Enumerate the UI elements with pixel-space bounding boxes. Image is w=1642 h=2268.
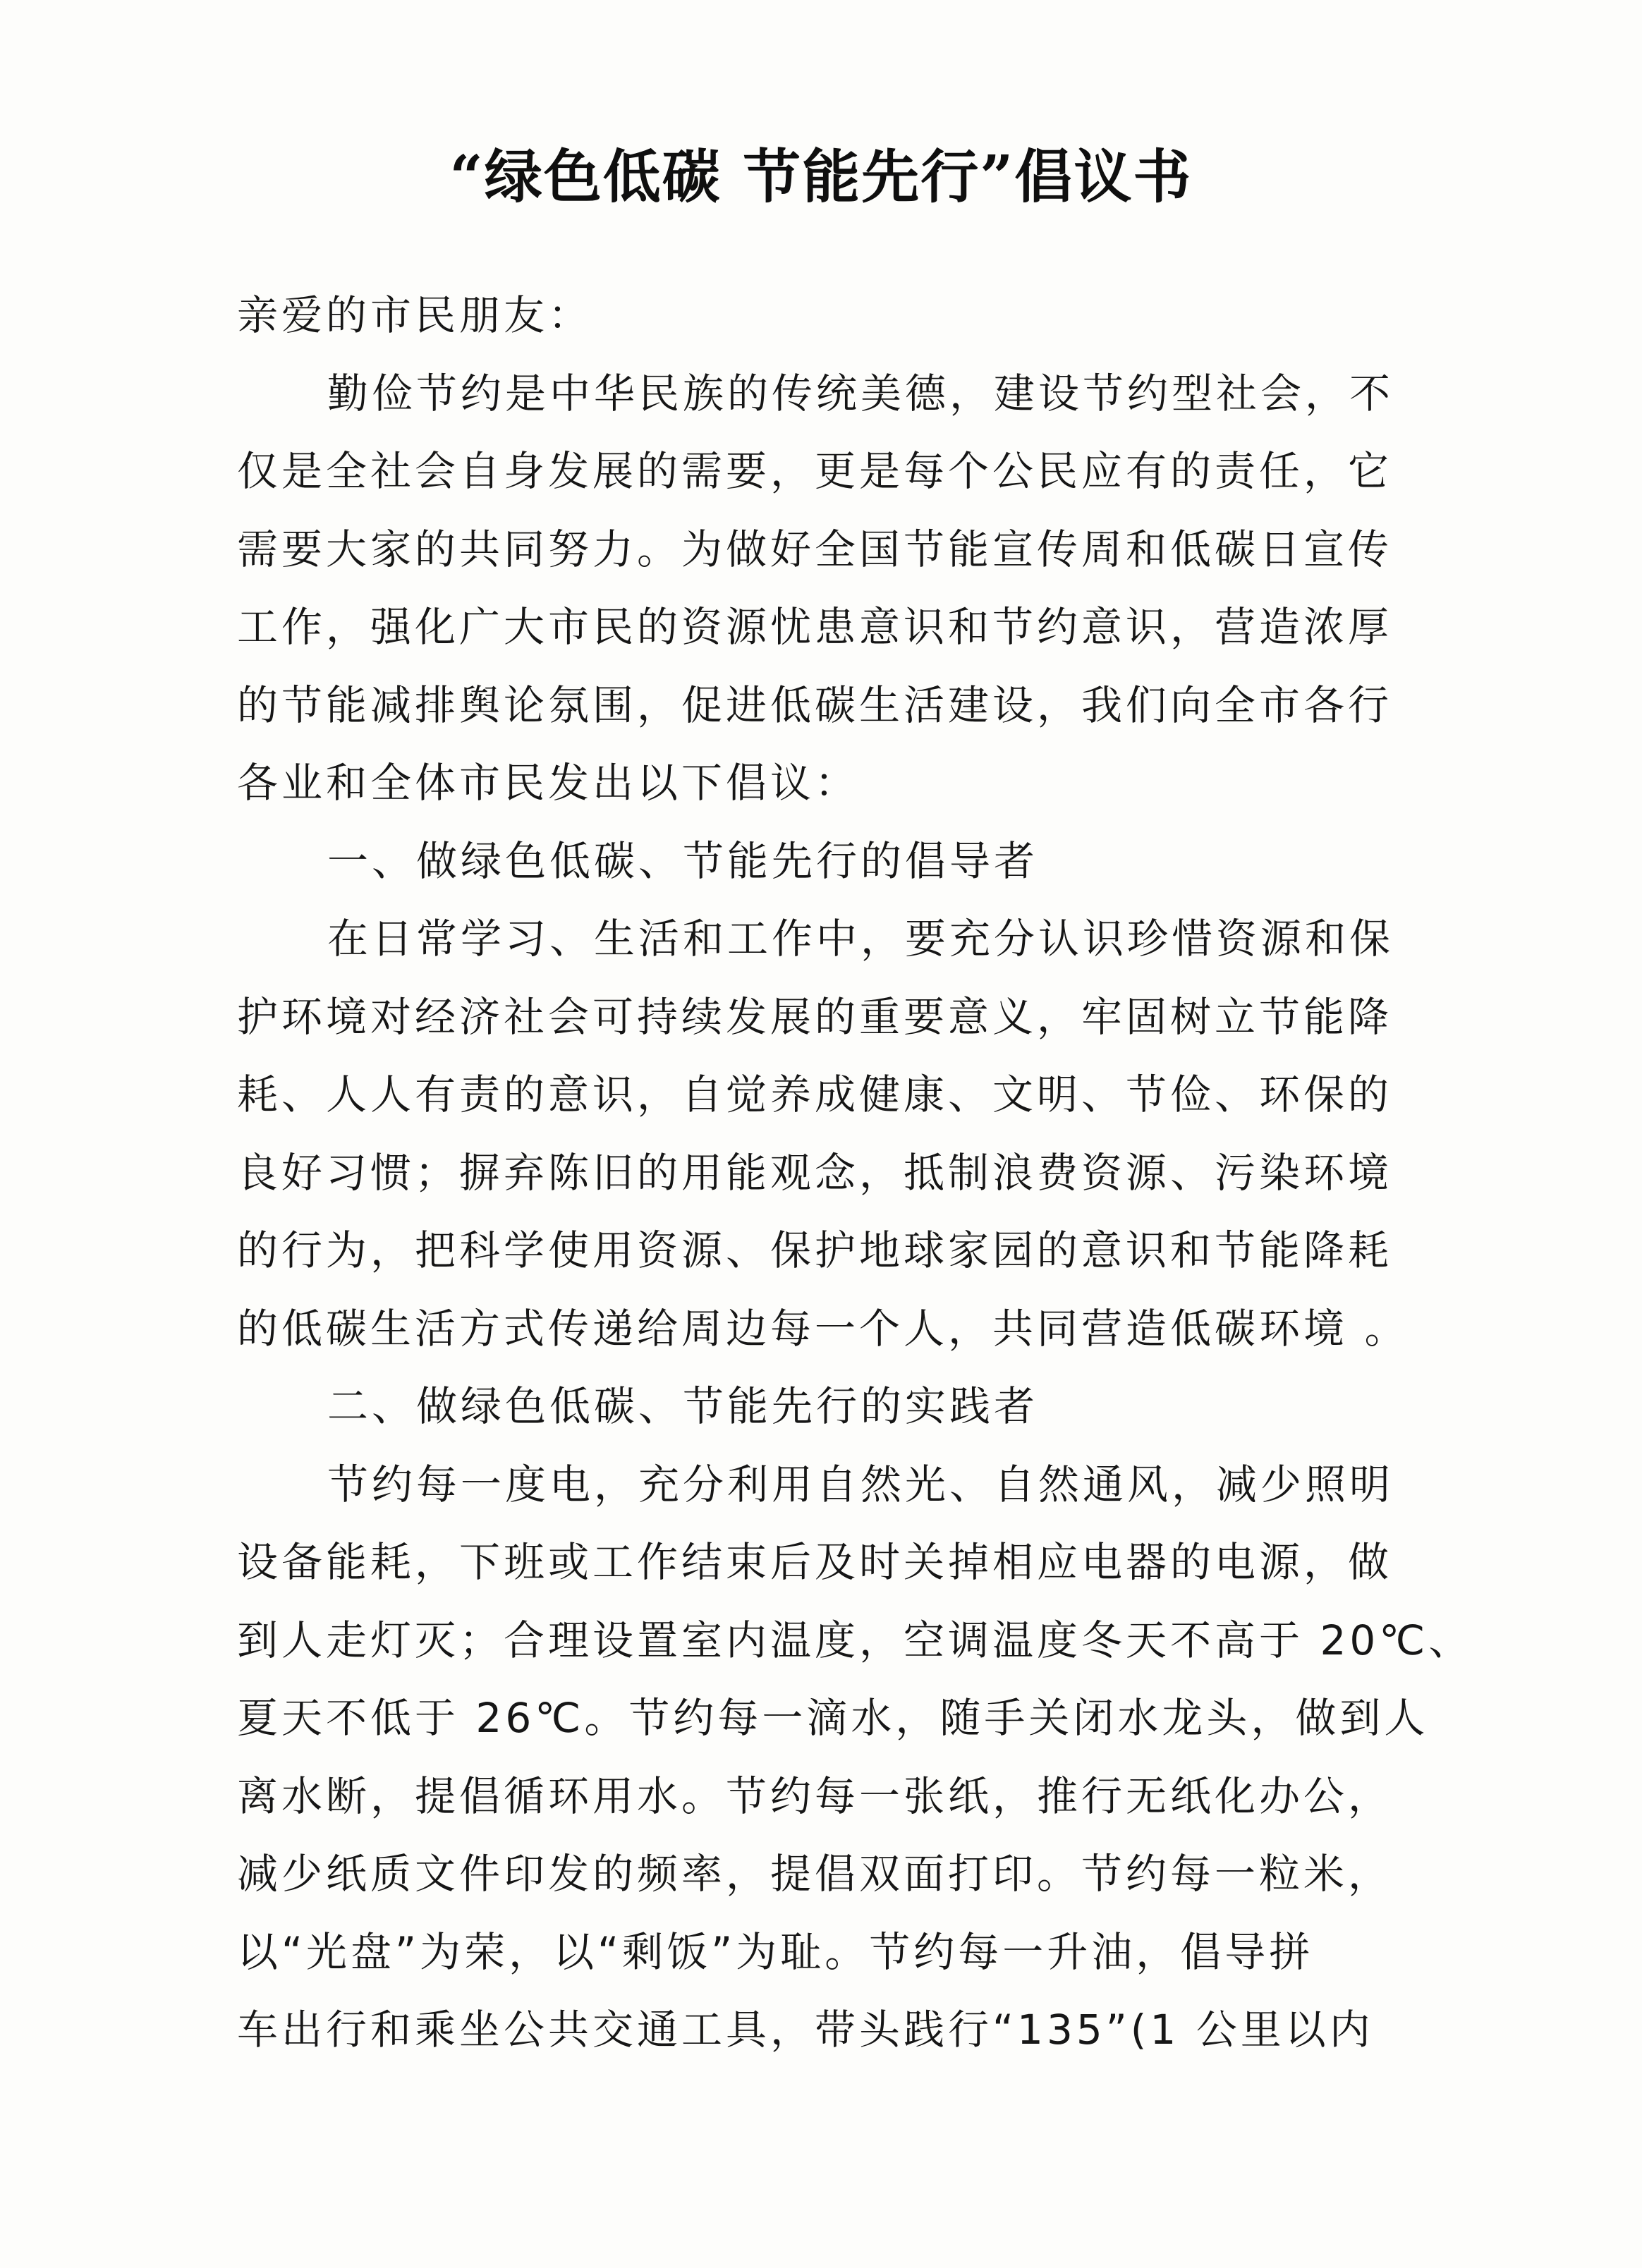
text-line: 离水断，提倡循环用水。节约每一张纸，推行无纸化办公， <box>237 1772 1393 1820</box>
section-heading: 二、做绿色低碳、节能先行的实践者 <box>327 1382 1039 1430</box>
text-line: 工作，强化广大市民的资源忧患意识和节约意识，营造浓厚 <box>237 603 1393 651</box>
text-line: 车出行和乘坐公共交通工具，带头践行“135”(1 公里以内 <box>237 2006 1374 2054</box>
document-title: “绿色低碳 节能先行”倡议书 <box>449 143 1193 211</box>
text-line: 耗、人人有责的意识，自觉养成健康、文明、节俭、环保的 <box>237 1071 1393 1118</box>
text-line: 良好习惯；摒弃陈旧的用能观念，抵制浪费资源、污染环境 <box>237 1148 1393 1197</box>
text-line: 亲爱的市民朋友： <box>237 291 593 339</box>
text-line: 仅是全社会自身发展的需要，更是每个公民应有的责任，它 <box>237 447 1393 495</box>
text-line: 在日常学习、生活和工作中，要充分认识珍惜资源和保 <box>327 915 1394 963</box>
text-line: 勤俭节约是中华民族的传统美德，建设节约型社会，不 <box>327 369 1394 417</box>
text-line: 到人走灯灭；合理设置室内温度，空调温度冬天不高于 20℃、 <box>237 1616 1473 1664</box>
text-line: 的行为，把科学使用资源、保护地球家园的意识和节能降耗 <box>237 1226 1393 1274</box>
text-line: 护环境对经济社会可持续发展的重要意义，牢固树立节能降 <box>237 992 1393 1041</box>
text-line: 需要大家的共同努力。为做好全国节能宣传周和低碳日宣传 <box>237 525 1393 573</box>
text-line: 设备能耗，下班或工作结束后及时关掉相应电器的电源，做 <box>237 1538 1393 1586</box>
text-line: 节约每一度电，充分利用自然光、自然通风，减少照明 <box>327 1460 1394 1508</box>
text-line: 夏天不低于 26℃。节约每一滴水，随手关闭水龙头，做到人 <box>237 1694 1429 1742</box>
text-line: 减少纸质文件印发的频率，提倡双面打印。节约每一粒米， <box>237 1850 1393 1898</box>
text-line: 以“光盘”为荣，以“剩饭”为耻。节约每一升油，倡导拼 <box>237 1927 1314 1976</box>
text-line: 的节能减排舆论氛围，促进低碳生活建设，我们向全市各行 <box>237 681 1393 729</box>
text-line: 的低碳生活方式传递给周边每一个人，共同营造低碳环境 。 <box>237 1304 1409 1353</box>
document-body <box>237 276 1473 2069</box>
section-heading: 一、做绿色低碳、节能先行的倡导者 <box>327 836 1039 885</box>
text-line: 各业和全体市民发出以下倡议： <box>237 759 860 807</box>
